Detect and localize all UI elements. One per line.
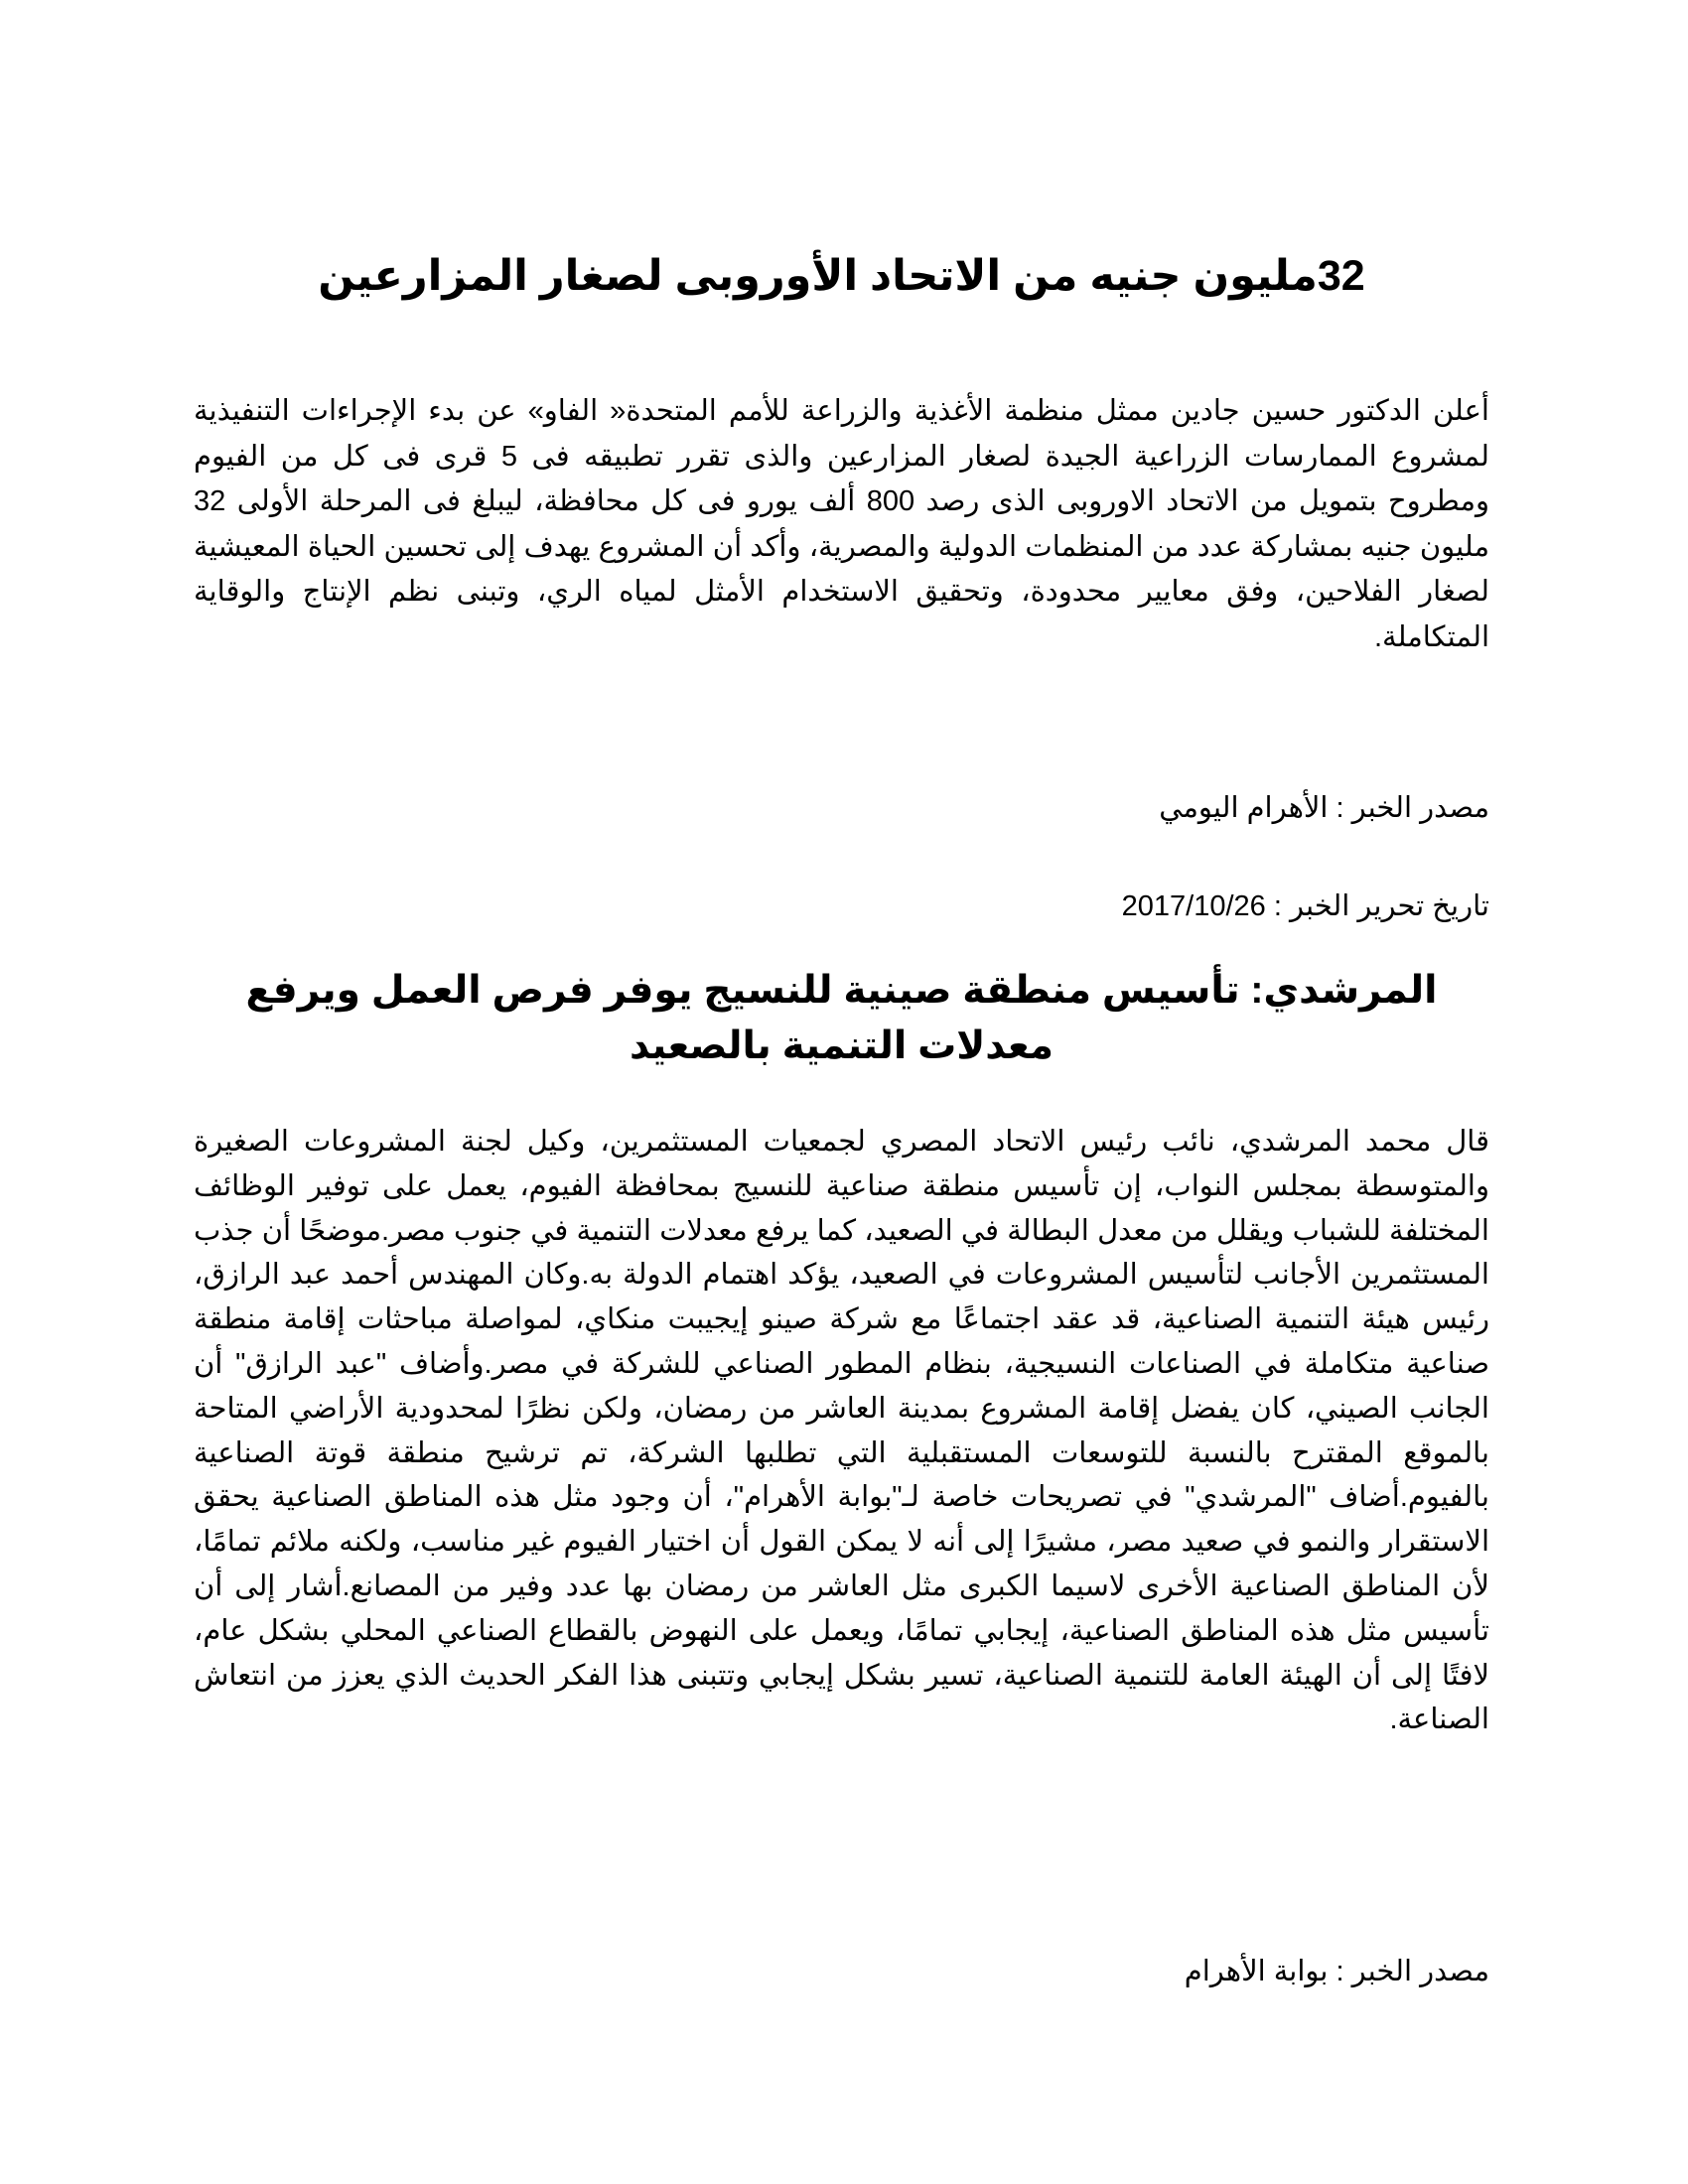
article-1-date: تاريخ تحرير الخبر : 2017/10/26	[1121, 890, 1489, 922]
article-2-source: مصدر الخبر : بوابة الأهرام	[1184, 1956, 1489, 1987]
article-1-source: مصدر الخبر : الأهرام اليومي	[1159, 792, 1489, 824]
article-1-title: 32مليون جنيه من الاتحاد الأوروبى لصغار المزارعين	[318, 252, 1365, 300]
article-2-title: المرشدي: تأسيس منطقة صينية للنسيج يوفر فرص العمل ويرفع معدلات التنمية بالصعيد	[245, 969, 1438, 1067]
article-1-body: أعلن الدكتور حسين جادين ممثل منظمة الأغذية والزراعة للأمم المتحدة« الفاو» عن بدء الإجراءات التنفيذية لمشروع الممارسات الزراعية الجيدة لصغار المزارعين والذى تقرر تطبيقه فى 5 قرى فى كل من الفيوم ومطروح بتمويل من الاتحاد الاوروبى الذى رصد 800 ألف يورو فى كل محافظة، ليبلغ فى المرحلة الأولى 32 مليون جنيه بمشاركة عدد من المنظمات الدولية والمصرية، وأكد أن المشروع يهدف إلى تحسين الحياة المعيشية لصغار الفلاحين، وفق معايير محدودة، وتحقيق الاستخدام الأمثل لمياه الري، وتبنى نظم الإنتاج والوقاية المتكاملة.	[194, 395, 1489, 653]
article-2-body: قال محمد المرشدي، نائب رئيس الاتحاد المصري لجمعيات المستثمرين، وكيل لجنة المشروعات الصغيرة والمتوسطة بمجلس النواب، إن تأسيس منطقة صناعية للنسيج بمحافظة الفيوم، يعمل على توفير الوظائف المختلفة للشباب ويقلل من معدل البطالة في الصعيد، كما يرفع معدلات التنمية في جنوب مصر.موضحًا أن جذب المستثمرين الأجانب لتأسيس المشروعات في الصعيد، يؤكد اهتمام الدولة به.وكان المهندس أحمد عبد الرازق، رئيس هيئة التنمية الصناعية، قد عقد اجتماعًا مع شركة صينو إيجيبت منكاي، لمواصلة مباحثات إقامة منطقة صناعية متكاملة في الصناعات النسيجية، بنظام المطور الصناعي للشركة في مصر.وأضاف "عبد الرازق" أن الجانب الصيني، كان يفضل إقامة المشروع بمدينة العاشر من رمضان، ولكن نظرًا لمحدودية الأراضي المتاحة بالموقع المقترح بالنسبة للتوسعات المستقبلية التي تطلبها الشركة، تم ترشيح منطقة قوتة الصناعية بالفيوم.أضاف "المرشدي" في تصريحات خاصة لـ"بوابة الأهرام"، أن وجود مثل هذه المناطق الصناعية يحقق الاستقرار والنمو في صعيد مصر، مشيرًا إلى أنه لا يمكن القول أن اختيار الفيوم غير مناسب، ولكنه ملائم تمامًا، لأن المناطق الصناعية الأخرى لاسيما الكبرى مثل العاشر من رمضان بها عدد وفير من المصانع.أشار إلى أن تأسيس مثل هذه المناطق الصناعية، إيجابي تمامًا، ويعمل على النهوض بالقطاع الصناعي المحلي بشكل عام، لافتًا إلى أن الهيئة العامة للتنمية الصناعية، تسير بشكل إيجابي وتتبنى هذا الفكر الحديث الذي يعزز من انتعاش الصناعة.	[194, 1126, 1489, 1736]
